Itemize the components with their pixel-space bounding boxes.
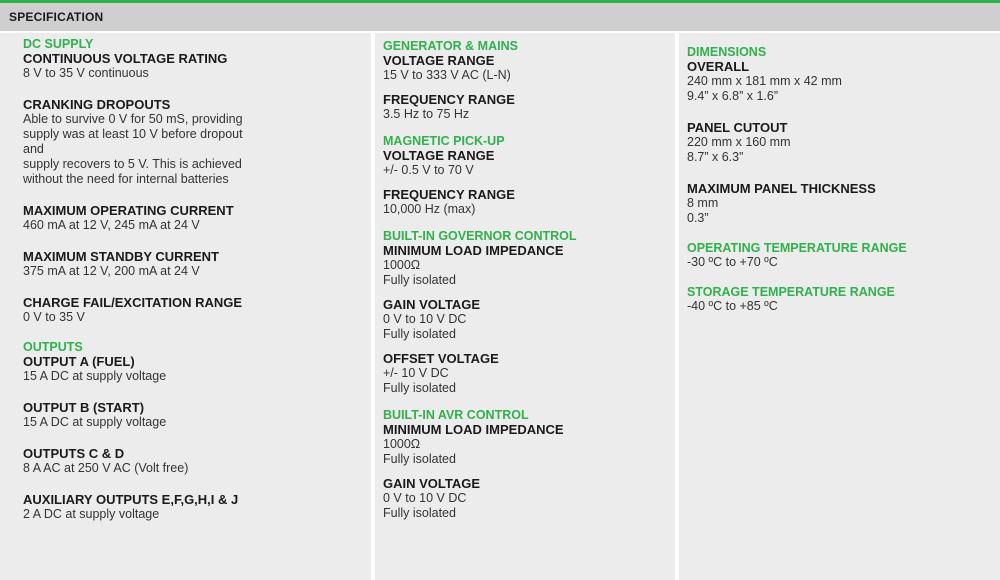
spec-avr-min-load-impedance [383, 422, 675, 467]
spec-auxiliary-outputs [23, 492, 371, 522]
spec-value: -40 ºC to +85 ºC [687, 299, 778, 313]
spec-value: supply was at least 10 V before dropout [23, 127, 243, 141]
spec-value: Fully isolated [383, 273, 456, 287]
group-title-dc-supply: DC SUPPLY [23, 37, 94, 51]
spec-max-operating-current [23, 203, 371, 233]
spec-value: 10,000 Hz (max) [383, 202, 476, 216]
spec-value: 0 V to 35 V [23, 310, 85, 324]
spec-value: 9.4” x 6.8” x 1.6” [687, 89, 779, 103]
spec-value: 1000Ω [383, 437, 421, 451]
spec-value: 15 V to 333 V AC (L-N) [383, 68, 511, 82]
spec-value: 220 mm x 160 mm [687, 135, 791, 149]
spec-value: 0.3” [687, 211, 709, 225]
spec-label: OFFSET VOLTAGE [383, 351, 499, 366]
spec-mpu-frequency-range [383, 187, 675, 217]
spec-value: 460 mA at 12 V, 245 mA at 24 V [23, 218, 200, 232]
spec-value: without the need for internal batteries [23, 172, 229, 186]
spec-label: CONTINUOUS VOLTAGE RATING [23, 51, 228, 66]
section-title: SPECIFICATION [9, 10, 104, 24]
section-header [0, 3, 1000, 31]
spec-gov-min-load-impedance [383, 243, 675, 288]
spec-value: 240 mm x 181 mm x 42 mm [687, 74, 842, 88]
spec-label: VOLTAGE RANGE [383, 148, 495, 163]
spec-outputs-c-d [23, 446, 371, 476]
spec-value: Fully isolated [383, 506, 456, 520]
spec-label: MAXIMUM PANEL THICKNESS [687, 181, 876, 196]
spec-label: MINIMUM LOAD IMPEDANCE [383, 243, 564, 258]
spec-label: PANEL CUTOUT [687, 120, 788, 135]
spec-gen-frequency-range [383, 92, 675, 122]
spec-label: CHARGE FAIL/EXCITATION RANGE [23, 295, 243, 310]
spec-value: 1000Ω [383, 258, 421, 272]
spec-operating-temperature [687, 242, 1000, 270]
spec-value: +/- 0.5 V to 70 V [383, 163, 474, 177]
spec-max-standby-current [23, 249, 371, 279]
spec-value: 8 A AC at 250 V AC (Volt free) [23, 461, 189, 475]
spec-label: GAIN VOLTAGE [383, 297, 481, 312]
spec-gen-voltage-range [383, 53, 675, 83]
spec-mpu-voltage-range [383, 148, 675, 178]
column-inputs-controls [375, 33, 675, 580]
spec-value: 0 V to 10 V DC [383, 312, 467, 326]
spec-value: Fully isolated [383, 452, 456, 466]
spec-gov-gain-voltage [383, 297, 675, 342]
spec-label: VOLTAGE RANGE [383, 53, 495, 68]
spec-value: 15 A DC at supply voltage [23, 369, 167, 383]
spec-label: OUTPUT B (START) [23, 400, 145, 415]
column-electrical [0, 33, 371, 580]
spec-output-b [23, 400, 371, 430]
spec-panel-cutout [687, 120, 1000, 165]
spec-value: 8.7” x 6.3” [687, 150, 744, 164]
group-title-outputs: OUTPUTS [23, 340, 83, 354]
spec-avr-gain-voltage [383, 476, 675, 521]
spec-value: Fully isolated [383, 327, 456, 341]
spec-continuous-voltage [23, 51, 371, 81]
spec-label: CRANKING DROPOUTS [23, 97, 171, 112]
spec-charge-fail-range [23, 295, 371, 325]
spec-label: OUTPUT A (FUEL) [23, 354, 135, 369]
group-title-dimensions: DIMENSIONS [687, 45, 767, 59]
spec-value: 15 A DC at supply voltage [23, 415, 167, 429]
spec-value: and [23, 142, 44, 156]
spec-label: MAXIMUM OPERATING CURRENT [23, 203, 234, 218]
spec-value: 3.5 Hz to 75 Hz [383, 107, 470, 121]
group-title-generator-mains: GENERATOR & MAINS [383, 39, 518, 53]
group-title-governor-control: BUILT-IN GOVERNOR CONTROL [383, 229, 577, 243]
spec-value: 0 V to 10 V DC [383, 491, 467, 505]
spec-value: 2 A DC at supply voltage [23, 507, 160, 521]
spec-value: Fully isolated [383, 381, 456, 395]
spec-label: GAIN VOLTAGE [383, 476, 481, 491]
group-title-storage-temperature: STORAGE TEMPERATURE RANGE [687, 285, 895, 299]
group-title-operating-temperature: OPERATING TEMPERATURE RANGE [687, 241, 907, 255]
spec-value: 8 V to 35 V continuous [23, 66, 149, 80]
column-physical [679, 33, 1000, 580]
group-title-magnetic-pickup: MAGNETIC PICK-UP [383, 134, 505, 148]
spec-value: -30 ºC to +70 ºC [687, 255, 778, 269]
spec-label: MAXIMUM STANDBY CURRENT [23, 249, 219, 264]
spec-label: AUXILIARY OUTPUTS E,F,G,H,I & J [23, 492, 239, 507]
spec-max-panel-thickness [687, 181, 1000, 226]
spec-value: 375 mA at 12 V, 200 mA at 24 V [23, 264, 200, 278]
spec-value: supply recovers to 5 V. This is achieved [23, 157, 242, 171]
spec-output-a [23, 354, 371, 384]
spec-value: +/- 10 V DC [383, 366, 449, 380]
spec-gov-offset-voltage [383, 351, 675, 396]
spec-label: OVERALL [687, 59, 750, 74]
spec-label: MINIMUM LOAD IMPEDANCE [383, 422, 564, 437]
spec-label: OUTPUTS C & D [23, 446, 125, 461]
spec-storage-temperature [687, 286, 1000, 314]
spec-value: Able to survive 0 V for 50 mS, providing [23, 112, 243, 126]
spec-cranking-dropouts [23, 97, 371, 187]
spec-label: FREQUENCY RANGE [383, 187, 515, 202]
group-title-avr-control: BUILT-IN AVR CONTROL [383, 408, 529, 422]
spec-value: 8 mm [687, 196, 719, 210]
spec-overall-dimensions [687, 59, 1000, 104]
spec-label: FREQUENCY RANGE [383, 92, 515, 107]
